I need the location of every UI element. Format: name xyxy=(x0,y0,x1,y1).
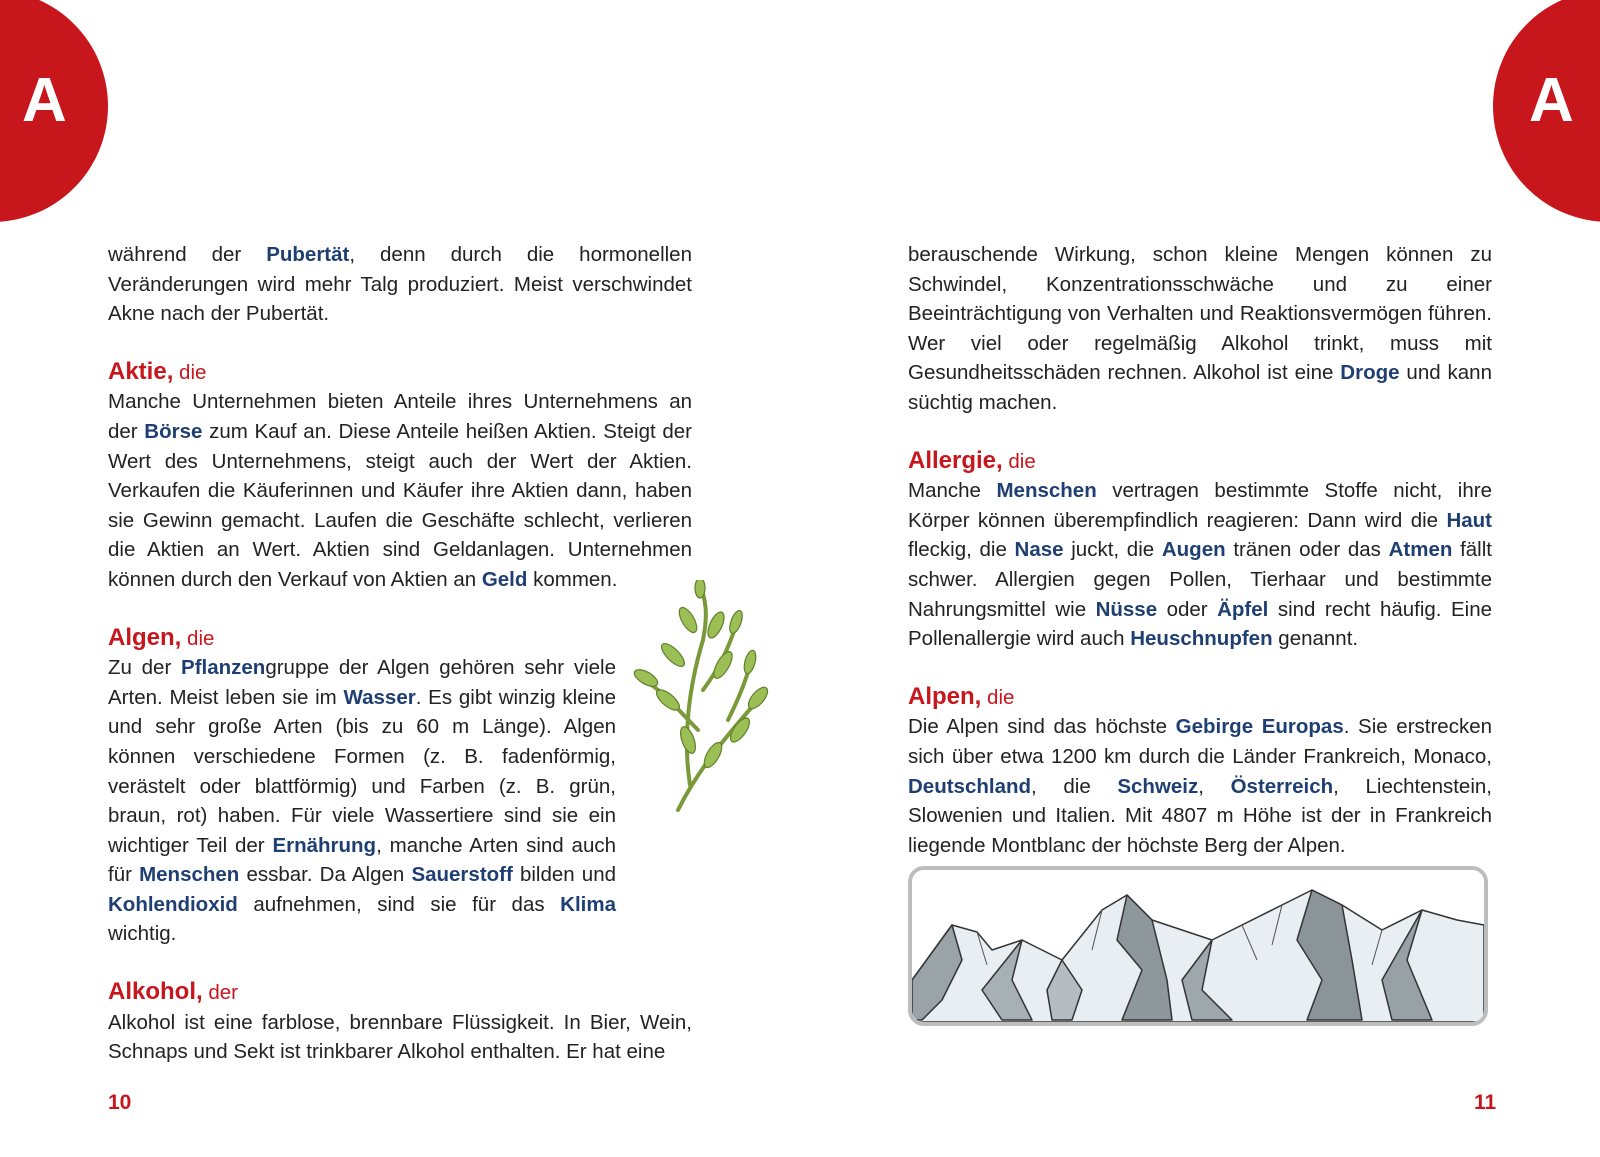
body-text: Zu der xyxy=(108,656,182,680)
entry-headword xyxy=(908,446,1492,477)
cross-reference-link[interactable]: Sauerstoff xyxy=(411,863,513,887)
alps-mountains-illustration xyxy=(908,866,1488,1026)
entry-article: die xyxy=(181,626,215,650)
cross-reference-link[interactable]: Pubertät xyxy=(266,243,350,266)
body-text: . Es gibt winzig kleine und sehr große Arten (bis zu 60 m Länge). Algen können verschiedene Formen (z. B. fadenförmig, verästelt oder blattförmig) und Farben (z. B. grün, braun, rot) haben. Für viele Wassertiere sind sie ein wichtiger Teil der xyxy=(108,685,616,857)
body-text: , manche Arten sind auch für xyxy=(108,833,617,887)
entry-alpen xyxy=(908,682,1492,861)
entry-headword xyxy=(108,623,692,654)
entry-headword xyxy=(908,682,1492,713)
body-text: kommen. xyxy=(527,567,618,591)
entry-allergie xyxy=(908,446,1492,654)
cross-reference-link[interactable]: Menschen xyxy=(139,863,240,887)
entry-term: Alkohol, xyxy=(108,978,203,1006)
entry-definition xyxy=(908,476,1492,654)
right-intro-paragraph xyxy=(908,240,1492,418)
cross-reference-link[interactable]: Nüsse xyxy=(1095,597,1158,621)
cross-reference-link[interactable]: Heuschnupfen xyxy=(1130,627,1273,651)
entry-term: Algen, xyxy=(108,623,182,651)
cross-reference-link[interactable]: Pflanzen xyxy=(181,656,266,680)
left-intro-paragraph xyxy=(108,240,692,329)
cross-reference-link[interactable]: Menschen xyxy=(996,479,1097,503)
left-page-column xyxy=(108,240,692,1067)
algae-plant-illustration xyxy=(628,580,778,830)
entry-headword xyxy=(108,977,692,1008)
cross-reference-link[interactable]: Klima xyxy=(560,892,616,916)
cross-reference-link[interactable]: Börse xyxy=(144,419,203,443)
page-number-right: 11 xyxy=(1474,1091,1497,1114)
entry-article: die xyxy=(981,685,1015,709)
body-text: aufnehmen, sind sie für das xyxy=(237,892,561,916)
body-text: bilden und xyxy=(512,863,617,887)
cross-reference-link[interactable]: Österreich xyxy=(1230,774,1334,798)
body-text: genannt. xyxy=(1272,627,1359,651)
body-text: oder xyxy=(1157,597,1218,621)
letter-tab-left xyxy=(0,0,108,222)
entry-article: die xyxy=(173,360,207,384)
cross-reference-link[interactable]: Droge xyxy=(1340,361,1400,385)
body-text: sind recht häufig. Eine Pollenallergie wird auch xyxy=(908,597,1493,651)
cross-reference-link[interactable]: Haut xyxy=(1446,508,1492,532)
page-number-left: 10 xyxy=(108,1091,132,1114)
body-text: juckt, die xyxy=(1063,538,1162,562)
body-text: tränen oder das xyxy=(1225,538,1389,562)
cross-reference-link[interactable]: Gebirge Europas xyxy=(1175,715,1344,739)
body-text: Alkohol ist eine farblose, brennbare Flüssigkeit. In Bier, Wein, Schnaps und Sekt ist trinkbarer Alkohol enthalten. Er hat eine xyxy=(108,1010,692,1064)
letter-tab-right-label: A xyxy=(1529,66,1574,135)
body-text: fällt schwer. Allergien gegen Pollen, Tierhaar und bestimmte Nahrungsmittel wie xyxy=(908,538,1492,621)
entry-article: die xyxy=(1002,449,1036,473)
entry-definition xyxy=(108,653,616,949)
entry-definition xyxy=(908,712,1492,860)
body-text: , denn durch die hormonellen Veränderungen wird mehr Talg produziert. Meist verschwindet Akne nach der Pubertät. xyxy=(108,243,692,326)
body-text: fleckig, die xyxy=(908,538,1015,562)
body-text: während der xyxy=(108,243,267,266)
body-text: Manche Unternehmen bieten Anteile ihres Unternehmens an der xyxy=(108,390,692,443)
body-text: berauschende Wirkung, schon kleine Mengen können zu Schwindel, Konzentrationsschwäche und zu einer Beeinträchtigung von Verhalten und Reaktionsvermögen führen. Wer viel oder regelmäßig Alkohol trinkt, muss mit Gesundheitsschäden rechnen. Alkohol ist eine xyxy=(908,243,1492,385)
body-text: , xyxy=(1198,774,1231,798)
body-text: zum Kauf an. Diese Anteile heißen Aktien. Steigt der Wert des Unternehmens, steigt auch der Wert der Aktien. Verkaufen die Käuferinnen und Käufer ihre Aktien dann, haben sie Gewinn gemacht. Laufen die Geschäfte schlecht, verlieren die Aktien an Wert. Aktien sind Geldanlagen. Unternehmen können durch den Verkauf von Aktien an xyxy=(108,419,693,591)
cross-reference-link[interactable]: Geld xyxy=(481,567,528,591)
cross-reference-link[interactable]: Atmen xyxy=(1388,538,1453,562)
entry-algen xyxy=(108,623,692,950)
cross-reference-link[interactable]: Wasser xyxy=(343,685,416,709)
entry-definition xyxy=(108,1008,692,1067)
body-text: gruppe der Algen gehören sehr viele Arten. Meist leben sie im xyxy=(108,656,616,709)
body-text: Manche xyxy=(908,479,997,503)
cross-reference-link[interactable]: Schweiz xyxy=(1117,774,1199,798)
entry-term: Alpen, xyxy=(908,682,982,710)
cross-reference-link[interactable]: Ernährung xyxy=(272,833,377,857)
algae-icon xyxy=(628,580,778,830)
cross-reference-link[interactable]: Nase xyxy=(1014,538,1064,562)
body-text: . Sie erstrecken sich über etwa 1200 km durch die Länder Frankreich, Monaco, xyxy=(908,715,1493,768)
mountains-icon xyxy=(912,870,1484,1022)
body-text: , die xyxy=(1031,774,1118,798)
cross-reference-link[interactable]: Deutschland xyxy=(908,774,1032,798)
cross-reference-link[interactable]: Augen xyxy=(1161,538,1226,562)
entry-definition xyxy=(108,387,692,594)
body-text: vertragen bestimmte Stoffe nicht, ihre Körper können überempfindlich reagieren: Dann wird die xyxy=(908,479,1492,532)
body-text: essbar. Da Algen xyxy=(239,863,412,887)
entry-term: Allergie, xyxy=(908,446,1003,474)
entry-article: der xyxy=(202,981,238,1005)
letter-tab-left-label: A xyxy=(22,66,67,135)
body-text: Die Alpen sind das höchste xyxy=(908,715,1176,739)
cross-reference-link[interactable]: Äpfel xyxy=(1217,597,1269,621)
body-text: und kann süchtig machen. xyxy=(908,361,1492,414)
entry-alkohol xyxy=(108,977,692,1067)
cross-reference-link[interactable]: Kohlendioxid xyxy=(108,892,238,916)
body-text: , Liechtenstein, Slowenien und Italien. Mit 4807 m Höhe ist der in Frankreich liegende Montblanc der höchste Berg der Alpen. xyxy=(908,774,1492,857)
entry-headword xyxy=(108,357,692,388)
letter-tab-right xyxy=(1493,0,1600,222)
body-text: wichtig. xyxy=(108,922,177,946)
right-page-column xyxy=(908,240,1492,860)
entry-term: Aktie, xyxy=(108,357,174,385)
entry-aktie xyxy=(108,357,692,595)
